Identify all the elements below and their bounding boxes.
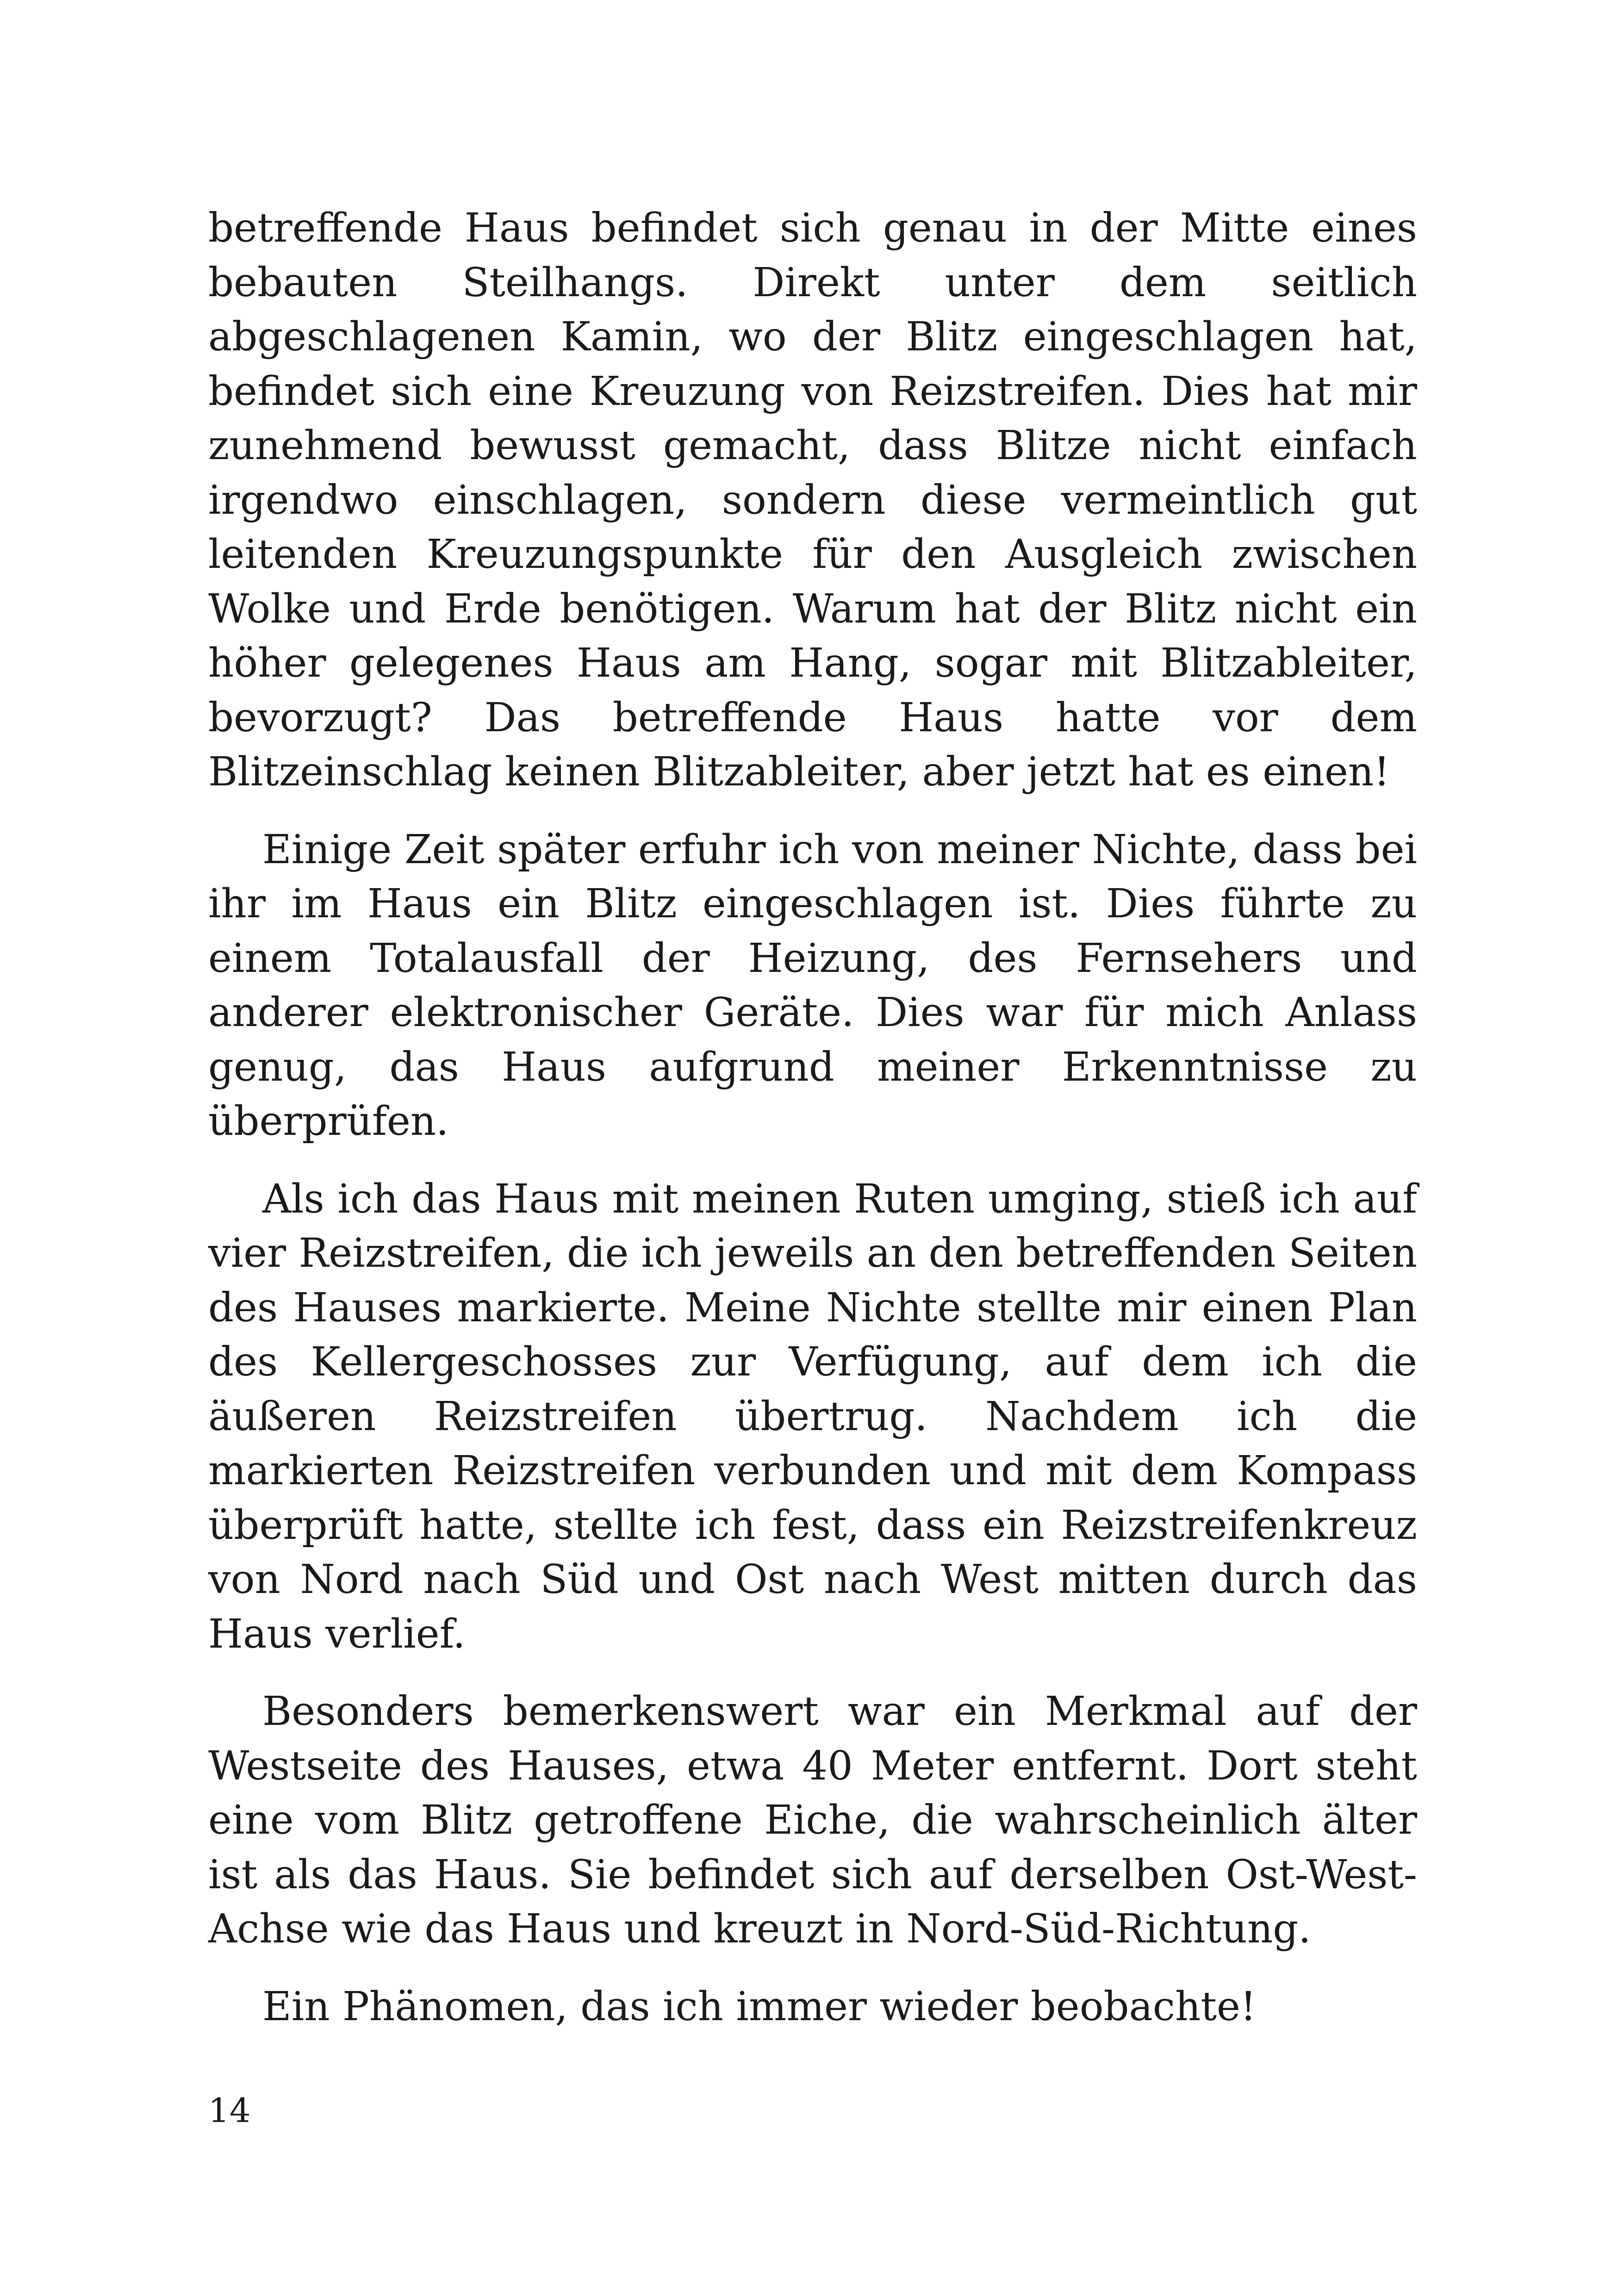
paragraph-1: betreffende Haus befindet sich genau in der Mitte eines bebauten Steilhangs. Direkt unter dem seitlich abgeschlagenen Kamin, wo der Blitz eingeschlagen hat, befindet sich eine Kreuzung von Reizstreifen. Dies hat mir zunehmend bewusst gemacht, dass Blitze nicht einfach irgendwo einschlagen, sondern diese vermeintlich gut leitenden Kreuzungspunkte für den Ausgleich zwischen Wolke und Erde benötigen. Warum hat der Blitz nicht ein höher gelegenes Haus am Hang, sogar mit Blitzableiter, bevorzugt? Das betreffende Haus hatte vor dem Blitzeinschlag keinen Blitzableiter, aber jetzt hat es einen!	[208, 205, 1417, 795]
paragraph-5: Ein Phänomen, das ich immer wieder beobachte!	[262, 1983, 1257, 2030]
body-text	[208, 201, 1417, 2057]
paragraph-2: Einige Zeit später erfuhr ich von meiner Nichte, dass bei ihr im Haus ein Blitz eingeschlagen ist. Dies führte zu einem Totalausfall der Heizung, des Fernsehers und anderer elektronischer Geräte. Dies war für mich Anlass genug, das Haus aufgrund meiner Erkenntnisse zu überprüfen.	[208, 826, 1417, 1145]
paragraph-3: Als ich das Haus mit meinen Ruten umging, stieß ich auf vier Reizstreifen, die ich jeweils an den betreffenden Seiten des Hauses markierte. Meine Nichte stellte mir einen Plan des Kellergeschosses zur Verfügung, auf dem ich die äußeren Reizstreifen übertrug. Nachdem ich die markierten Reizstreifen verbunden und mit dem Kompass überprüft hatte, stellte ich fest, dass ein Reizstreifenkreuz von Nord nach Süd und Ost nach West mitten durch das Haus verlief.	[208, 1176, 1417, 1657]
paragraph-4: Besonders bemerkenswert war ein Merkmal auf der Westseite des Hauses, etwa 40 Meter entfernt. Dort steht eine vom Blitz getroffene Eiche, die wahrscheinlich älter ist als das Haus. Sie befindet sich auf derselben Ost-West-Achse wie das Haus und kreuzt in Nord-Süd-Richtung.	[208, 1688, 1417, 1952]
page-number: 14	[208, 2091, 251, 2130]
